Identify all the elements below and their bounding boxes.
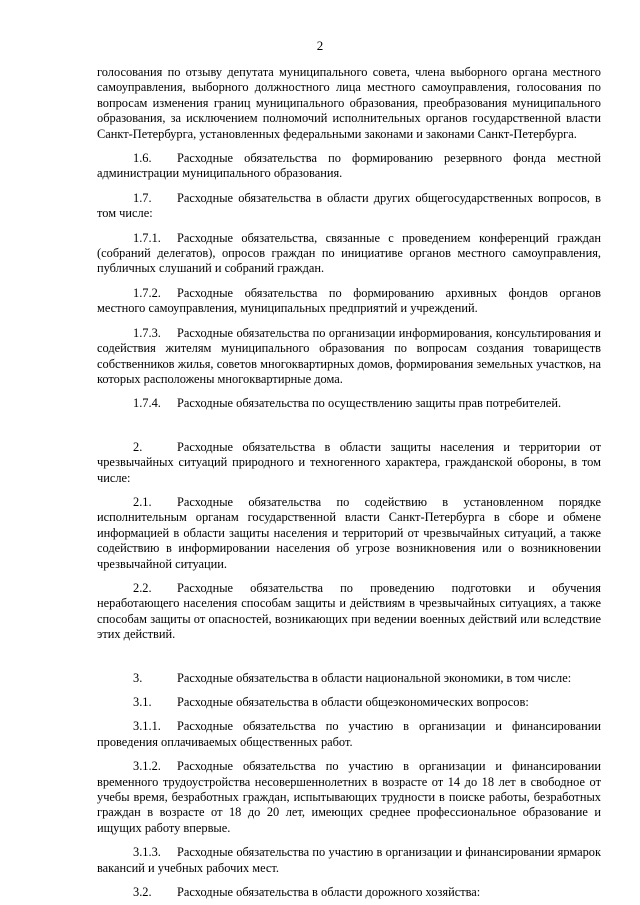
paragraph-3-2 xyxy=(97,885,601,900)
paragraph-2 xyxy=(97,440,601,486)
paragraph-3-1-2 xyxy=(97,759,601,836)
paragraph-3 xyxy=(97,671,601,686)
paragraph-1-7-3 xyxy=(97,326,601,388)
paragraph-number: 3.1. xyxy=(133,695,152,709)
paragraph-2-1 xyxy=(97,495,601,572)
paragraph-text: Расходные обязательства в области других общегосударственных вопросов, в том числе: xyxy=(97,190,601,221)
page-number: 2 xyxy=(316,38,324,53)
paragraph-number: 2.1. xyxy=(133,494,152,509)
paragraph-number: 2.2. xyxy=(133,580,152,595)
paragraph-text: Расходные обязательства в области дорожного хозяйства: xyxy=(177,885,481,900)
paragraph-text: Расходные обязательства по осуществлению защиты прав потребителей. xyxy=(177,396,562,411)
paragraph-text: голосования по отзыву депутата муниципального совета, члена выборного органа местного самоуправления, выборного должностного лица местного самоуправления, голосования по вопросам изменения границ муниципального образования, преобразования муниципального образования, за исключением полномочий исполнительных органов государственной власти Санкт-Петербурга, установленных федеральными законами и законами Санкт-Петербурга. xyxy=(97,65,601,141)
paragraph-number: 1.7.3. xyxy=(133,325,161,340)
paragraph-2-2 xyxy=(97,581,601,643)
paragraph-continuation xyxy=(97,65,601,142)
paragraph-text: Расходные обязательства по участию в организации и финансировании проведения оплачиваемых общественных работ. xyxy=(97,719,601,749)
paragraph-number: 3. xyxy=(133,670,143,685)
paragraph-number: 1.7. xyxy=(133,190,152,205)
paragraph-number: 3.1.3. xyxy=(133,845,161,860)
paragraph-text: Расходные обязательства по организации информирования, консультирования и содействия жителям муниципального образования по вопросам создания товариществ собственников жилья, советов многоквартирных домов, формирования земельных участков, на которых расположены многоквартирные дома. xyxy=(97,325,601,386)
paragraph-3-1-1 xyxy=(97,719,601,750)
paragraph-text: Расходные обязательства по формированию архивных фондов органов местного самоуправления, муниципальных предприятий и учреждений. xyxy=(97,285,601,316)
paragraph-1-6 xyxy=(97,151,601,182)
paragraph-text: Расходные обязательства в области защиты населения и территории от чрезвычайных ситуаций природного и техногенного характера, гражданской обороны, в том числе: xyxy=(97,439,601,485)
paragraph-number: 1.6. xyxy=(133,151,152,166)
paragraph-number: 1.7.2. xyxy=(133,285,161,300)
paragraph-text: Расходные обязательства по участию в организации и финансировании временного трудоустройства несовершеннолетних в возрасте от 14 до 18 лет в свободное от учебы время, безработных граждан, испытывающих трудности в поиске работы, безработных граждан в возрасте от 18 до 20 лет, имеющих среднее профессиональное образование и ищущих работу впервые. xyxy=(97,759,601,835)
paragraph-number: 1.7.1. xyxy=(133,230,161,245)
paragraph-3-1 xyxy=(97,695,601,710)
paragraph-number: 2. xyxy=(133,439,143,454)
paragraph-text: Расходные обязательства по участию в организации и финансировании ярмарок вакансий и учебных рабочих мест. xyxy=(97,845,601,875)
paragraph-text: Расходные обязательства, связанные с проведением конференций граждан (собраний делегатов), опросов граждан по инициативе органов местного самоуправления, публичных слушаний и собраний граждан. xyxy=(97,230,601,276)
paragraph-1-7-4 xyxy=(97,396,601,411)
paragraph-text: Расходные обязательства по содействию в установленном порядке исполнительным органам государственной власти Санкт-Петербурга в сборе и обмене информацией в области защиты населения и территорий от чрезвычайных ситуаций, а также содействию в информировании населения об угрозе возникновения или о возникновении чрезвычайной ситуации. xyxy=(97,494,601,571)
paragraph-1-7 xyxy=(97,191,601,222)
paragraph-number: 1.7.4. xyxy=(133,396,161,411)
paragraph-number: 3.1.2. xyxy=(133,759,161,774)
paragraph-1-7-2 xyxy=(97,286,601,317)
paragraph-text: Расходные обязательства в области национальной экономики, в том числе: xyxy=(177,670,572,685)
paragraph-number: 3.2. xyxy=(133,885,152,900)
paragraph-text: Расходные обязательства по формированию резервного фонда местной администрации муниципального образования. xyxy=(97,151,601,181)
paragraph-1-7-1 xyxy=(97,231,601,277)
paragraph-3-1-3 xyxy=(97,845,601,876)
paragraph-text: Расходные обязательства по проведению подготовки и обучения неработающего населения способам защиты и действиям в чрезвычайных ситуациях, а также способам защиты от опасностей, возникающих при ведении военных действий или вследствие этих действий. xyxy=(97,580,601,642)
paragraph-number: 3.1.1. xyxy=(133,719,161,734)
paragraph-text: Расходные обязательства в области общеэкономических вопросов: xyxy=(177,695,529,709)
document-body xyxy=(97,65,601,900)
